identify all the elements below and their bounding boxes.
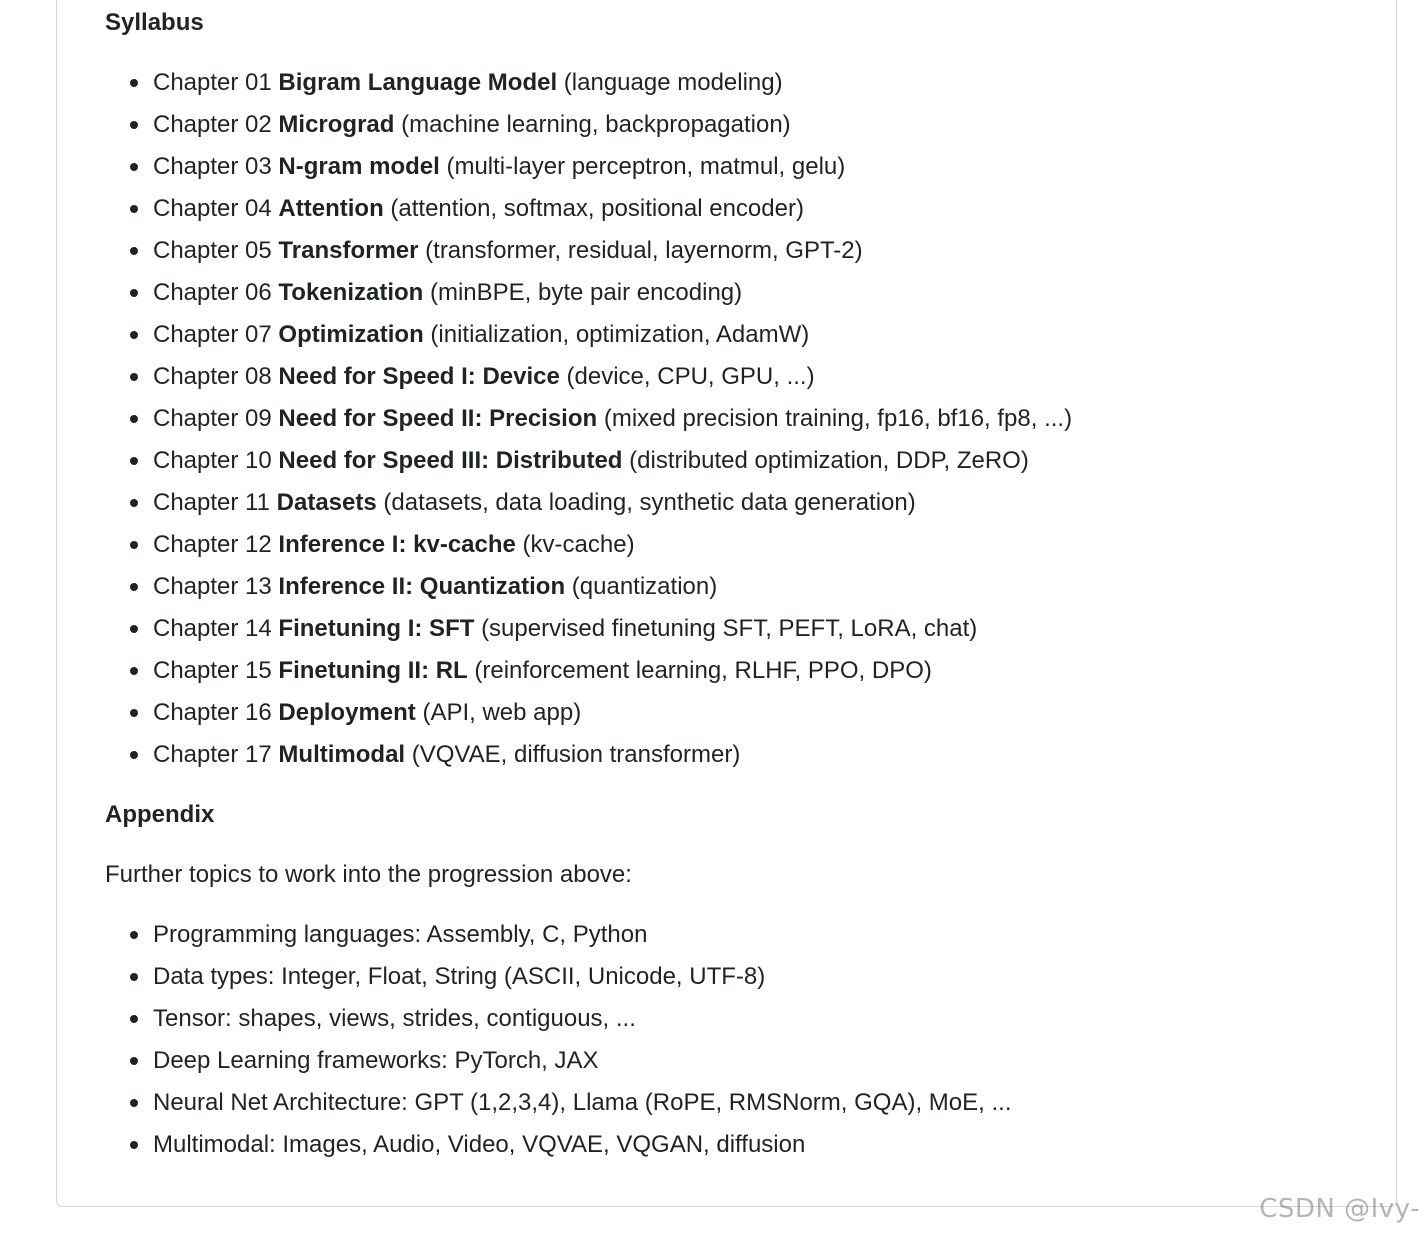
syllabus-item [105,614,1072,656]
chapter-title: Bigram Language Model [278,69,558,96]
chapter-topics: (supervised finetuning SFT, PEFT, LoRA, chat) [481,615,978,642]
chapter-title: Need for Speed II: Precision [278,405,598,432]
chapter-number: Chapter 08 [153,363,272,390]
chapter-number: Chapter 01 [153,69,272,96]
chapter-title: Finetuning II: RL [278,657,468,684]
chapter-topics: (attention, softmax, positional encoder) [390,195,804,222]
syllabus-item [105,362,1072,404]
chapter-topics: (initialization, optimization, AdamW) [430,321,810,348]
chapter-topics: (distributed optimization, DDP, ZeRO) [629,447,1029,474]
chapter-topics: (VQVAE, diffusion transformer) [411,741,741,768]
chapter-topics: (mixed precision training, fp16, bf16, fp8, ...) [603,405,1073,432]
chapter-topics: (minBPE, byte pair encoding) [429,279,743,306]
syllabus-item [105,446,1072,488]
chapter-number: Chapter 05 [153,237,272,264]
chapter-number: Chapter 09 [153,405,272,432]
chapter-title: Finetuning I: SFT [278,615,475,642]
chapter-number: Chapter 12 [153,531,272,558]
chapter-topics: (transformer, residual, layernorm, GPT-2) [425,237,863,264]
syllabus-item [105,236,1072,278]
appendix-item: Tensor: shapes, views, strides, contiguous, ... [105,1004,1011,1046]
chapter-title: Inference I: kv-cache [278,531,516,558]
syllabus-item [105,530,1072,572]
chapter-number: Chapter 07 [153,321,272,348]
chapter-title: Datasets [276,489,377,516]
chapter-number: Chapter 06 [153,279,272,306]
chapter-topics: (reinforcement learning, RLHF, PPO, DPO) [474,657,932,684]
syllabus-list [105,68,1072,782]
chapter-title: Tokenization [278,279,424,306]
chapter-title: Multimodal [278,741,406,768]
chapter-title: Optimization [278,321,424,348]
syllabus-item [105,488,1072,530]
chapter-title: Transformer [278,237,419,264]
syllabus-item [105,68,1072,110]
chapter-number: Chapter 02 [153,111,272,138]
chapter-number: Chapter 10 [153,447,272,474]
syllabus-item [105,572,1072,614]
syllabus-item [105,278,1072,320]
syllabus-item [105,698,1072,740]
chapter-topics: (multi-layer perceptron, matmul, gelu) [446,153,846,180]
syllabus-item [105,740,1072,782]
chapter-number: Chapter 16 [153,699,272,726]
syllabus-item [105,110,1072,152]
chapter-topics: (API, web app) [422,699,582,726]
chapter-title: Need for Speed I: Device [278,363,560,390]
appendix-item: Data types: Integer, Float, String (ASCII, Unicode, UTF-8) [105,962,1011,1004]
chapter-number: Chapter 11 [153,489,270,516]
syllabus-item [105,152,1072,194]
chapter-title: Need for Speed III: Distributed [278,447,623,474]
chapter-number: Chapter 13 [153,573,272,600]
syllabus-item [105,656,1072,698]
appendix-item: Programming languages: Assembly, C, Python [105,920,1011,962]
syllabus-item [105,194,1072,236]
chapter-number: Chapter 17 [153,741,272,768]
chapter-title: Attention [278,195,384,222]
appendix-item: Deep Learning frameworks: PyTorch, JAX [105,1046,1011,1088]
appendix-list [105,920,1011,1172]
appendix-intro: Further topics to work into the progression above: [105,861,632,888]
appendix-item: Multimodal: Images, Audio, Video, VQVAE, VQGAN, diffusion [105,1130,1011,1172]
chapter-topics: (datasets, data loading, synthetic data generation) [383,489,916,516]
chapter-number: Chapter 14 [153,615,272,642]
chapter-topics: (quantization) [571,573,718,600]
chapter-topics: (device, CPU, GPU, ...) [566,363,815,390]
chapter-number: Chapter 04 [153,195,272,222]
chapter-topics: (machine learning, backpropagation) [401,111,791,138]
syllabus-item [105,320,1072,362]
chapter-title: Inference II: Quantization [278,573,566,600]
chapter-title: Micrograd [278,111,395,138]
csdn-watermark: CSDN @Ivy- [1259,1194,1420,1224]
chapter-number: Chapter 15 [153,657,272,684]
chapter-title: Deployment [278,699,416,726]
chapter-topics: (kv-cache) [522,531,635,558]
appendix-heading: Appendix [105,801,215,828]
chapter-topics: (language modeling) [563,69,783,96]
syllabus-item [105,404,1072,446]
syllabus-heading: Syllabus [105,9,204,36]
chapter-title: N-gram model [278,153,440,180]
appendix-item: Neural Net Architecture: GPT (1,2,3,4), Llama (RoPE, RMSNorm, GQA), MoE, ... [105,1088,1011,1130]
chapter-number: Chapter 03 [153,153,272,180]
